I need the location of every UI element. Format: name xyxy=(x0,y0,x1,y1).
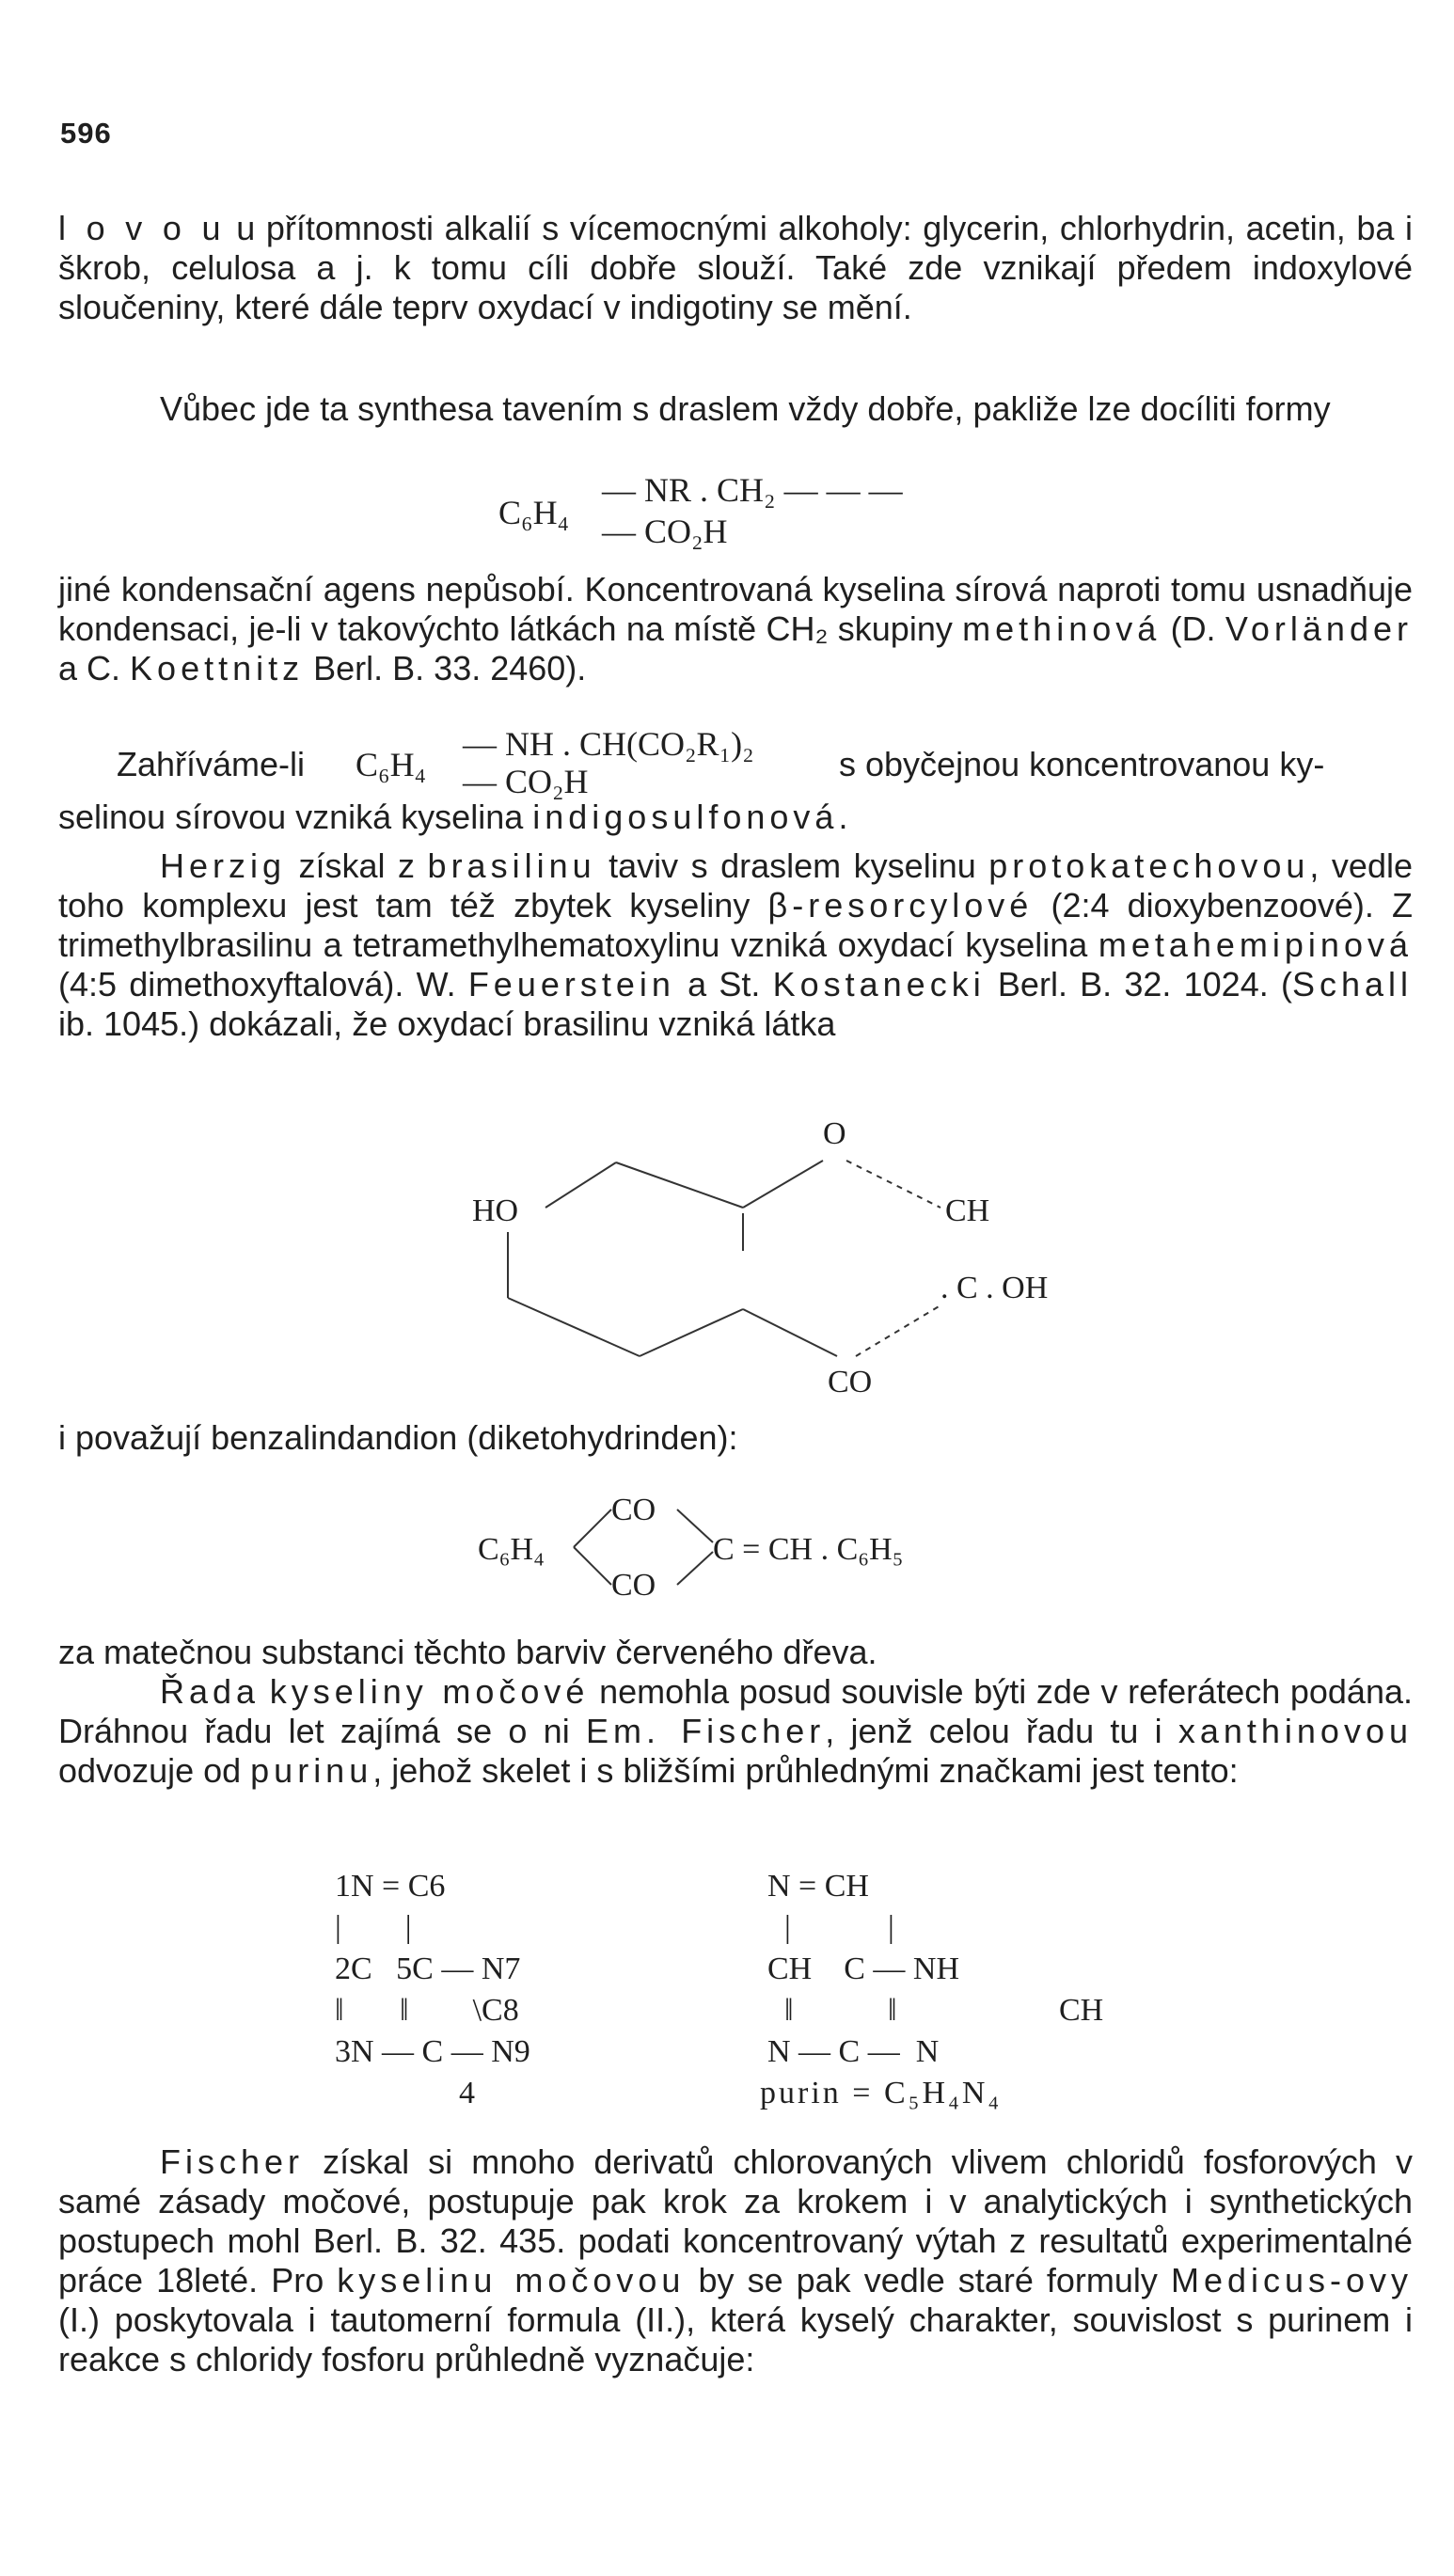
paragraph-text: Berl. B. 32. 1024. ( xyxy=(985,965,1292,1004)
spaced-word: kyseliny močové xyxy=(269,1672,590,1711)
author-name: Feuerstein xyxy=(467,965,675,1004)
spaced-word: protokatechovou xyxy=(988,846,1310,885)
paragraph-text: (D. xyxy=(1161,609,1225,648)
skeleton-row: 1N = C6 xyxy=(335,1869,446,1904)
bond-bar: | xyxy=(888,1910,894,1945)
ho-label: HO xyxy=(472,1193,519,1228)
author-name: Herzig xyxy=(160,846,287,885)
spaced-word: brasilinu xyxy=(427,846,596,885)
purine-numbered-skeleton xyxy=(335,1868,711,2122)
bond xyxy=(545,1162,616,1208)
paragraph-text: . xyxy=(838,798,848,836)
spaced-word: metahemipinová xyxy=(1098,925,1413,964)
skeleton-row: 2C 5C — N7 xyxy=(335,1952,521,1986)
author-name: Em. Fischer xyxy=(585,1712,826,1750)
paragraph-7 xyxy=(58,1633,1413,1672)
bond xyxy=(846,1161,940,1208)
formula-top-branch: — NH . CH(CO₂R₁)₂ xyxy=(463,725,754,763)
bond xyxy=(677,1552,713,1585)
co-top-label: CO xyxy=(611,1493,656,1527)
bond xyxy=(640,1309,743,1356)
spaced-word: indigosulfonová xyxy=(532,798,839,836)
benzalindandion-structure xyxy=(470,1477,1147,1618)
author-name: Schall xyxy=(1291,965,1413,1004)
paragraph-text: s obyčejnou koncentrovanou ky- xyxy=(839,745,1325,783)
paragraph-text: za matečnou substanci těchto barviv červeného dřeva. xyxy=(58,1633,877,1671)
paragraph-text: a St. xyxy=(674,965,773,1004)
paragraph-text: (4:5 dimethoxyftalová). W. xyxy=(58,965,468,1004)
spaced-word: kyselinu močovou xyxy=(337,2261,686,2299)
formula-bottom-branch: — CO₂H xyxy=(463,763,589,800)
spaced-word: xanthinovou xyxy=(1177,1712,1413,1750)
paragraph-text: získal si mnoho derivatů chlorovaných vlivem chloridů fosforových v samé zásady močové, postupuje pak krok za krokem i v analytických i synthetických postupech mohl Berl. B. 32. 435. podati koncentrovaný výtah z resultatů experimentalné práce 18leté. Pro xyxy=(58,2142,1413,2299)
ch-label: CH xyxy=(945,1193,990,1228)
bond xyxy=(743,1161,823,1208)
bond xyxy=(743,1309,837,1356)
formula-bottom-branch: — CO₂H xyxy=(602,513,728,550)
paragraph-text: jiné kondensační agens nepůsobí. Koncentrovaná kyselina sírová naproti tomu usnadňuje kondensaci, je-li v takovýchto látkách na místě CH₂ skupiny xyxy=(58,570,1413,648)
purine-row: N = CH xyxy=(767,1869,869,1904)
paragraph-text: , vedle toho komplexu jest tam též zbytek kyseliny xyxy=(58,846,1413,925)
author-name: Koettnitz xyxy=(130,649,305,687)
coh-label: . C . OH xyxy=(940,1271,1049,1305)
spaced-word: l o v o u xyxy=(58,209,226,247)
author-name: Fischer xyxy=(160,2142,305,2181)
double-bond: ‖ xyxy=(784,1993,794,2028)
paragraph-5 xyxy=(58,846,1413,1044)
bond xyxy=(856,1305,940,1356)
formula-top-branch: — NR . CH₂ — — — xyxy=(602,471,903,509)
paragraph-text: a C. xyxy=(58,649,131,687)
skeleton-row: | | xyxy=(335,1910,412,1945)
paragraph-4-line2 xyxy=(58,798,1413,837)
co-label: CO xyxy=(828,1365,873,1399)
author-name: Kostanecki xyxy=(772,965,986,1004)
paragraph-text: , jehož skelet i s bližšími průhlednými značkami jest tento: xyxy=(372,1751,1239,1790)
double-bond: ‖ xyxy=(888,1993,897,2028)
spaced-word: purinu xyxy=(250,1751,373,1790)
paragraph-text: taviv s draslem kyselinu xyxy=(595,846,989,885)
skeleton-row: 4 xyxy=(459,2076,475,2110)
bond-bar: | xyxy=(784,1910,791,1945)
oxygen-label: O xyxy=(823,1116,846,1151)
paragraph-3 xyxy=(58,570,1413,688)
paragraph-text: i považují benzalindandion (diketohydrinden): xyxy=(58,1418,738,1457)
paragraph-1 xyxy=(58,209,1413,327)
formula-base: C₆H₄ xyxy=(356,746,427,783)
purine-caption: purin = C₅H₄N₄ xyxy=(760,2076,1003,2110)
paragraph-text: Berl. B. 33. 2460). xyxy=(304,649,587,687)
author-name: Vorländer xyxy=(1225,609,1413,648)
ch-label: CH xyxy=(1059,1993,1104,2028)
paragraph-text: u přítomnosti alkalií s vícemocnými alkoholy: glycerin, chlorhydrin, acetin, ba i škrob, celulosa a j. k tomu cíli dobře slouží. Také zde vznikají předem indoxylové sloučeniny, které dále teprv oxydací v indigotiny se mění. xyxy=(58,209,1414,326)
author-name: Medicus-ovy xyxy=(1170,2261,1414,2299)
bond xyxy=(574,1547,611,1585)
paragraph-text: (2:4 dioxybenzoové). Z trimethylbrasilinu a tetramethylhematoxylinu vzniká oxydací kyselina xyxy=(58,886,1413,964)
c6h4-label: C₆H₄ xyxy=(478,1532,545,1567)
paragraph-text: odvozuje od xyxy=(58,1751,251,1790)
bond xyxy=(616,1162,743,1208)
co-bottom-label: CO xyxy=(611,1568,656,1603)
paragraph-text: získal z xyxy=(286,846,428,885)
formula-base: C₆H₄ xyxy=(498,494,570,531)
paragraph-text: Vůbec jde ta synthesa tavením s draslem vždy dobře, pakliže lze docíliti formy xyxy=(160,389,1331,428)
paragraph-text: , jenž celou řadu tu i xyxy=(825,1712,1178,1750)
page-number: 596 xyxy=(60,117,112,150)
spaced-word: methinová xyxy=(962,609,1162,648)
bond xyxy=(574,1509,611,1547)
paragraph-text: nemohla posud souvisle býti zde v referátech podána. Dráhnou řadu let zajímá se o ni xyxy=(58,1672,1414,1750)
bond xyxy=(508,1298,640,1356)
bond xyxy=(677,1509,713,1542)
paragraph-8 xyxy=(58,1672,1413,1791)
paragraph-text: selinou sírovou vzniká kyselina xyxy=(58,798,533,836)
brasilin-oxidation-structure xyxy=(451,1110,1147,1420)
paragraph-text: ib. 1045.) dokázali, že oxydací brasilinu vzniká látka xyxy=(58,1004,836,1043)
paragraph-text: (I.) poskytovala i tautomerní formula (II.), která kyselý charakter, souvislost s purinem i reakce s chloridy fosforu průhledně vyznačuje: xyxy=(58,2300,1413,2378)
skeleton-row: ‖ ‖ \C8 xyxy=(335,1993,519,2028)
paragraph-2 xyxy=(58,389,1413,429)
paragraph-text xyxy=(260,1672,270,1711)
spaced-word: β-resorcylové xyxy=(767,886,1034,925)
paragraph-9 xyxy=(58,2142,1413,2379)
paragraph-text: by se pak vedle staré formuly xyxy=(685,2261,1171,2299)
spaced-word: Řada xyxy=(160,1672,261,1711)
paragraph-6 xyxy=(58,1418,1413,1458)
purine-structure xyxy=(760,1868,1230,2122)
purine-row: CH C — NH xyxy=(767,1952,960,1986)
skeleton-row: 3N — C — N9 xyxy=(335,2034,530,2069)
benzal-label: C = CH . C₆H₅ xyxy=(713,1532,904,1567)
purine-row: N — C — N xyxy=(767,2034,940,2069)
paragraph-text: Zahříváme-li xyxy=(117,745,306,783)
